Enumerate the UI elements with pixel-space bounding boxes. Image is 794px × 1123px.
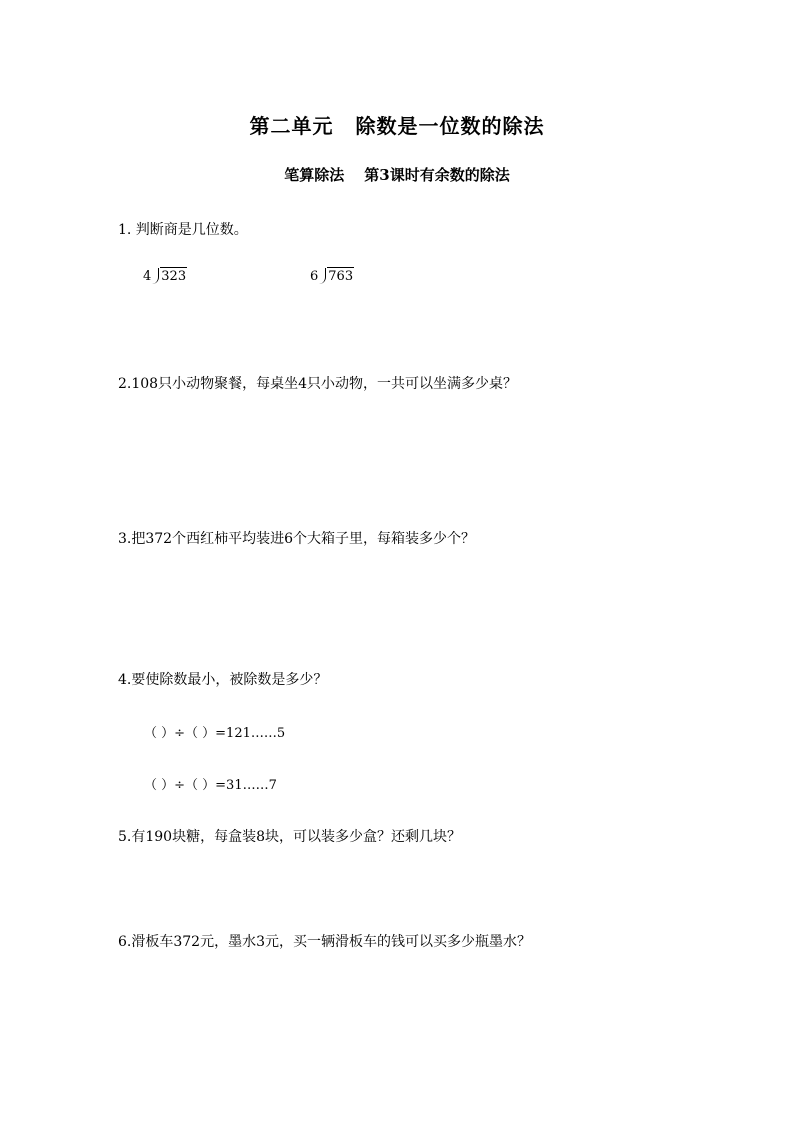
long-division-2 <box>310 267 354 284</box>
fill-blank-2[interactable]: （ ）÷（ ）=31……7 <box>144 778 277 793</box>
division-bracket <box>319 268 326 284</box>
question-6: 6.滑板车372元，墨水3元，买一辆滑板车的钱可以买多少瓶墨水？ <box>118 934 531 950</box>
question-5: 5.有190块糖，每盒装8块，可以装多少盒？还剩几块？ <box>118 829 461 845</box>
dividend: 323 <box>161 269 187 284</box>
question-3: 3.把372个西红柿平均装进6个大箱子里，每箱装多少个？ <box>118 531 475 547</box>
fill-blank-1[interactable]: （ ）÷（ ）=121……5 <box>144 726 286 741</box>
question-4: 4.要使除数最小，被除数是多少？ <box>118 672 328 688</box>
page-title <box>0 110 794 139</box>
subtitle-lesson: 第3课时有余数的除法 <box>364 166 510 184</box>
long-division-1 <box>143 267 187 284</box>
subtitle-section: 笔算除法 <box>284 166 345 184</box>
title-topic: 除数是一位数的除法 <box>355 114 545 138</box>
title-unit: 第二单元 <box>249 114 334 138</box>
question-1: 1. 判断商是几位数。 <box>118 222 248 238</box>
division-bracket <box>152 268 159 284</box>
divisor: 6 <box>310 269 319 284</box>
page-subtitle <box>0 164 794 185</box>
divisor: 4 <box>143 269 152 284</box>
question-2: 2.108只小动物聚餐，每桌坐4只小动物，一共可以坐满多少桌？ <box>118 376 517 392</box>
dividend: 763 <box>328 269 354 284</box>
